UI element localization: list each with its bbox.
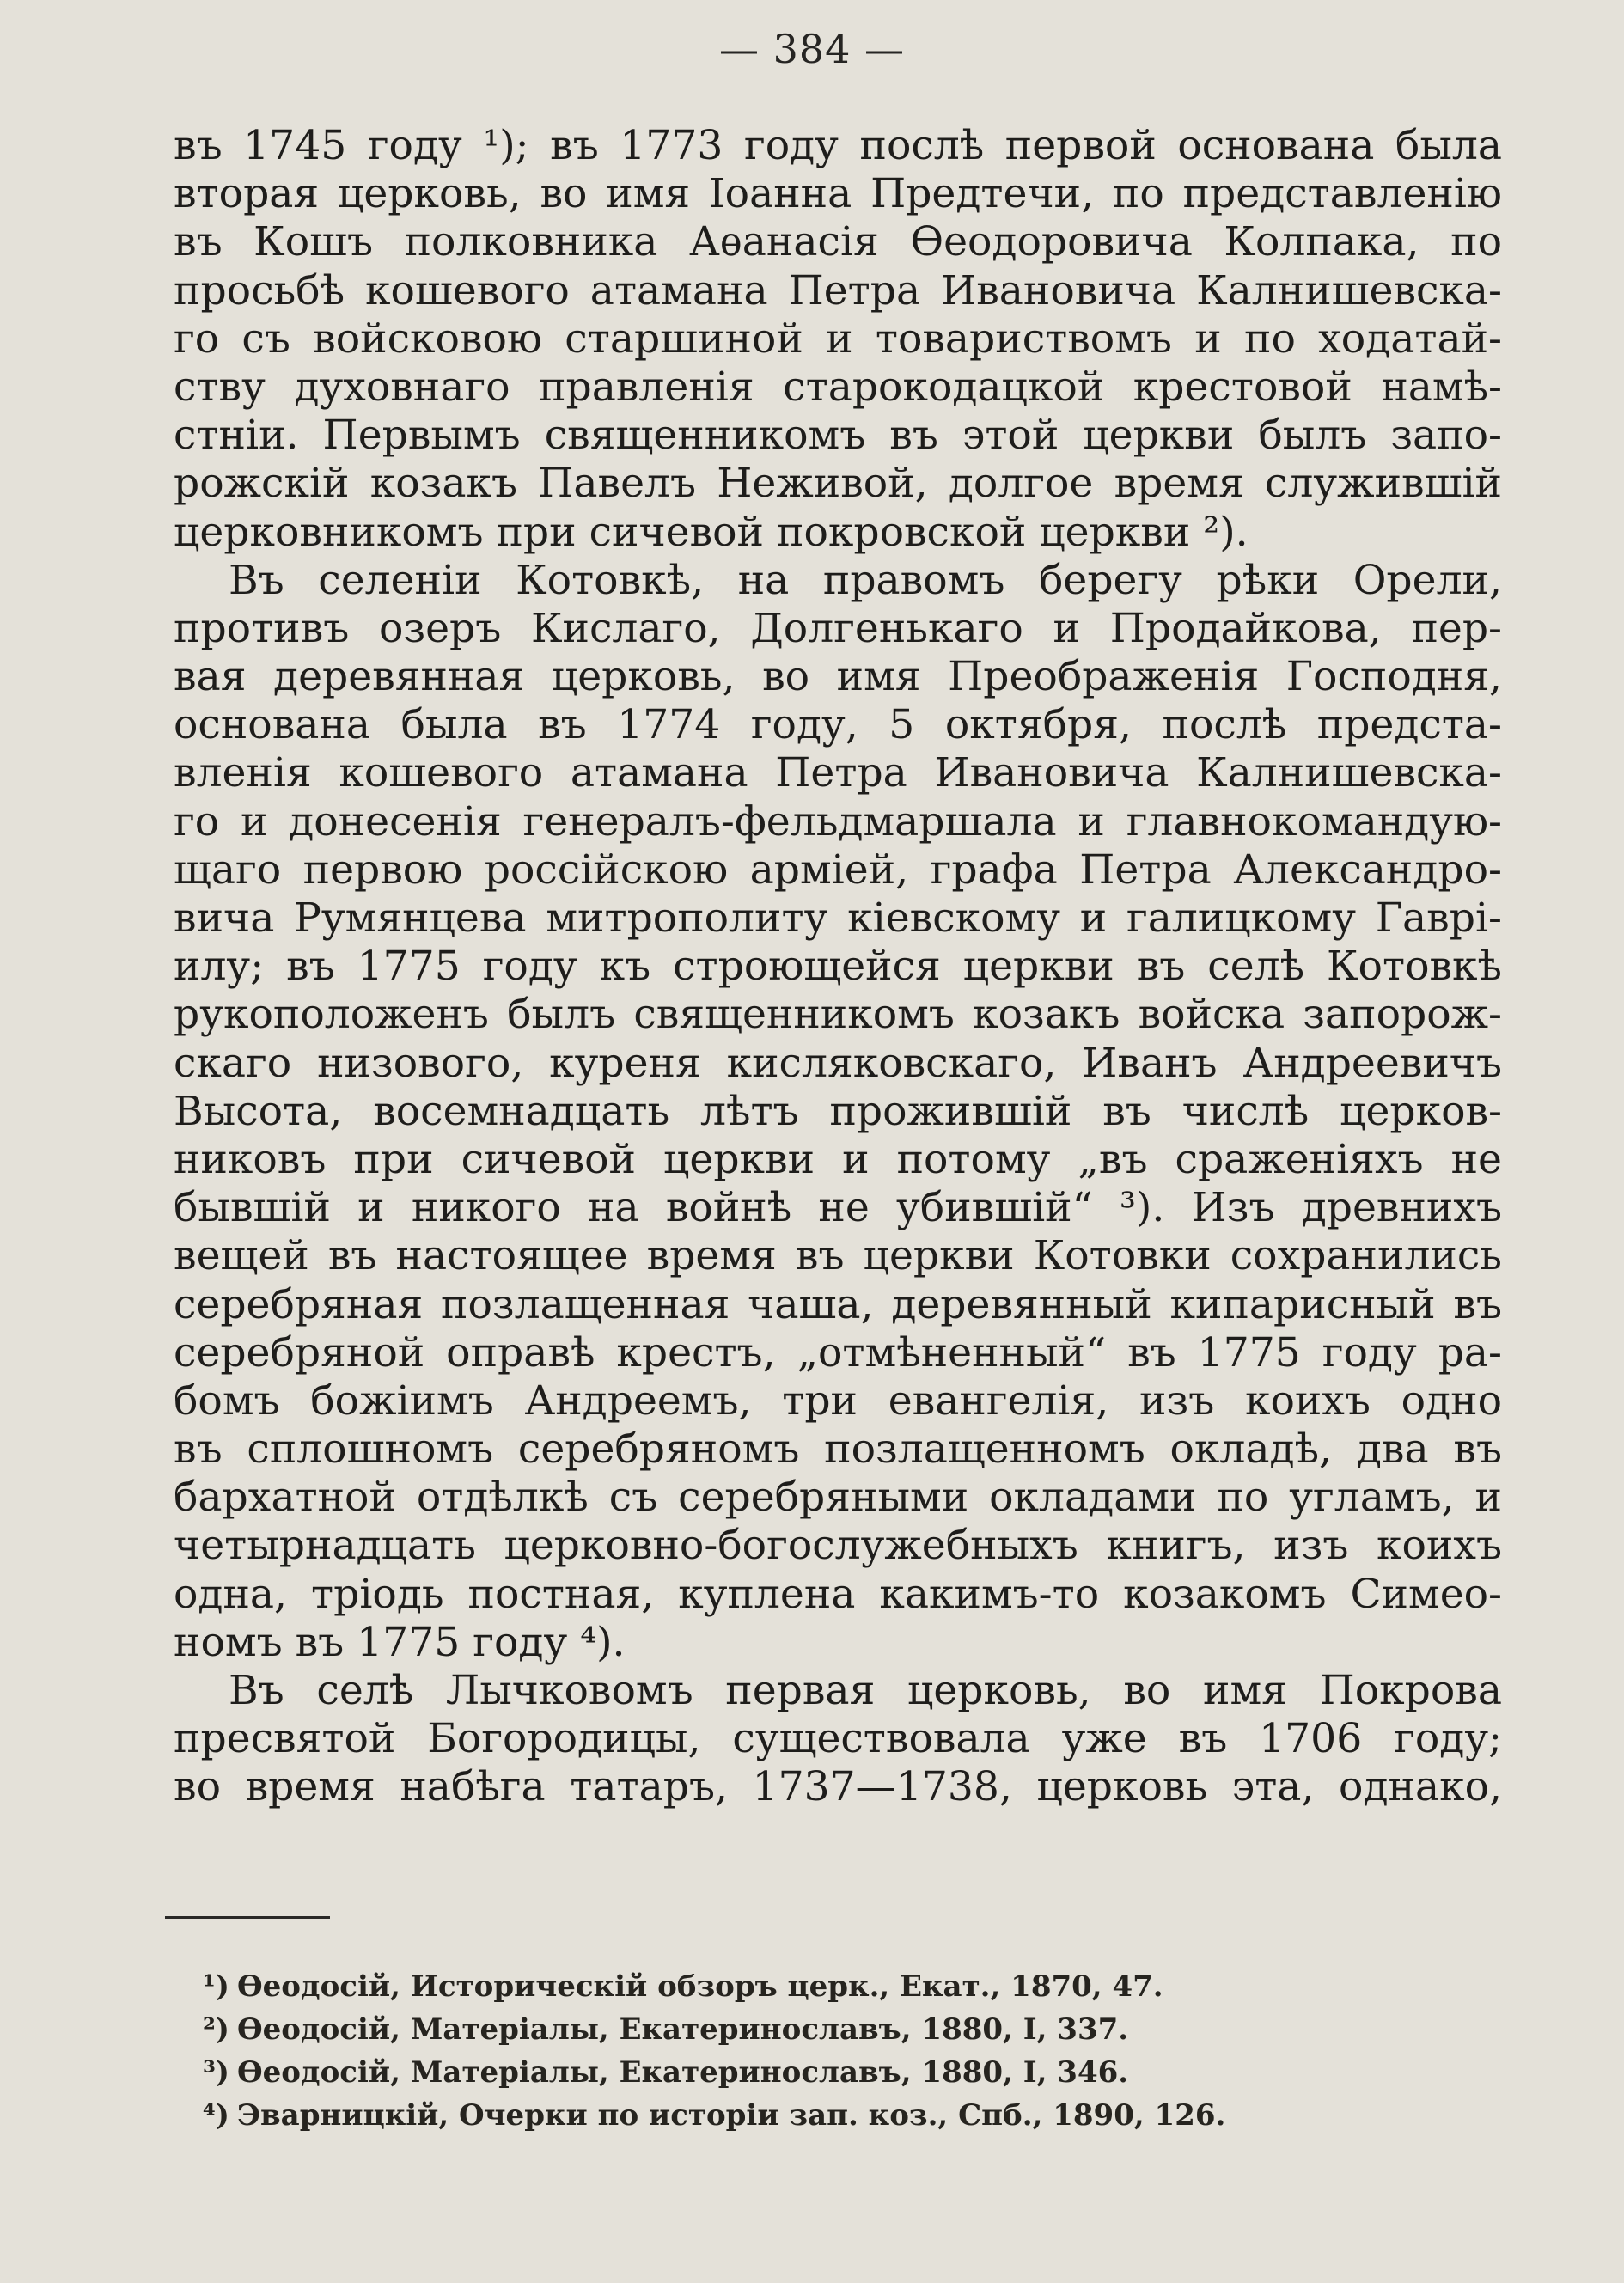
text-line: рукоположенъ былъ священникомъ козакъ войска запорож- bbox=[174, 991, 1502, 1039]
footnote-marker: ²) bbox=[203, 2012, 229, 2047]
paragraph-first-line: Въ селѣ Лычковомъ первая церковь, во имя Покрова bbox=[229, 1667, 1502, 1714]
footnote-text: Ѳеодосій, Матеріалы, Екатеринославъ, 1880, I, 337. bbox=[237, 2012, 1129, 2047]
footnote-text: Ѳеодосій, Историческій обзоръ церк., Екат., 1870, 47. bbox=[237, 1969, 1163, 2004]
paragraph-first-line: Въ селеніи Котовкѣ, на правомъ берегу рѣки Орели, bbox=[229, 556, 1502, 604]
text-line: скаго низового, куреня кисляковскаго, Иванъ Андреевичъ bbox=[174, 1039, 1502, 1087]
text-line: илу; въ 1775 году къ строющейся церкви въ селѣ Котовкѣ bbox=[174, 943, 1502, 991]
text-line: противъ озеръ Кислаго, Долгенькаго и Продайкова, пер- bbox=[174, 604, 1502, 652]
text-line: рожскій козакъ Павелъ Неживой, долгое время служившій bbox=[174, 460, 1502, 508]
text-line: вещей въ настоящее время въ церкви Котовки сохранились bbox=[174, 1232, 1502, 1280]
text-line: ству духовнаго правленія старокодацкой крестовой намѣ- bbox=[174, 363, 1502, 411]
text-line: Высота, восемнадцать лѣтъ прожившій въ числѣ церков- bbox=[174, 1087, 1502, 1135]
text-line: пресвятой Богородицы, существовала уже въ 1706 году; bbox=[174, 1715, 1502, 1763]
footnote-3 bbox=[203, 2051, 1406, 2094]
footnote-1 bbox=[203, 1965, 1406, 2008]
footnote-text: Ѳеодосій, Матеріалы, Екатеринославъ, 1880, I, 346. bbox=[237, 2055, 1129, 2090]
text-line: въ сплошномъ серебряномъ позлащенномъ окладѣ, два въ bbox=[174, 1425, 1502, 1474]
footnote-marker: ¹) bbox=[203, 1969, 229, 2004]
text-line: вича Румянцева митрополиту кіевскому и галицкому Гаврі- bbox=[174, 894, 1502, 942]
text-line: вая деревянная церковь, во имя Преображенія Господня, bbox=[174, 653, 1502, 701]
text-line: го и донесенія генералъ-фельдмаршала и главнокомандую- bbox=[174, 797, 1502, 845]
page-number: — 384 — bbox=[718, 26, 906, 72]
text-line: основана была въ 1774 году, 5 октября, послѣ предста- bbox=[174, 701, 1502, 749]
text-line: номъ въ 1775 году ⁴). bbox=[174, 1618, 626, 1666]
text-line: во время набѣга татаръ, 1737—1738, церковь эта, однако, bbox=[174, 1763, 1502, 1811]
footnote-marker: ⁴) bbox=[203, 2098, 229, 2133]
text-line: церковникомъ при сичевой покровской церкви ²). bbox=[174, 508, 1249, 556]
text-line: бывшій и никого на войнѣ не убившій“ ³). Изъ древнихъ bbox=[174, 1184, 1502, 1232]
text-line: серебряной оправѣ крестъ, „отмѣненный“ въ 1775 году ра- bbox=[174, 1328, 1502, 1377]
text-line: одна, тріодь постная, куплена какимъ-то козакомъ Симео- bbox=[174, 1570, 1502, 1618]
text-line: въ Кошъ полковника Аѳанасія Ѳеодоровича Колпака, по bbox=[174, 218, 1502, 266]
text-line: стніи. Первымъ священникомъ въ этой церкви былъ запо- bbox=[174, 412, 1502, 460]
text-line: никовъ при сичевой церкви и потому „въ сраженіяхъ не bbox=[174, 1135, 1502, 1183]
footnotes bbox=[203, 1965, 1406, 2137]
text-line: просьбѣ кошевого атамана Петра Ивановича Калнишевска- bbox=[174, 266, 1502, 314]
footnote-2 bbox=[203, 2008, 1406, 2051]
text-line: щаго первою россійскою арміей, графа Петра Александро- bbox=[174, 845, 1502, 894]
footnote-4 bbox=[203, 2094, 1406, 2137]
footnote-text: Эварницкій, Очерки по исторіи зап. коз., Спб., 1890, 126. bbox=[237, 2098, 1226, 2133]
footnote-divider bbox=[165, 1916, 330, 1919]
text-line: четырнадцать церковно-богослужебныхъ книгъ, изъ коихъ bbox=[174, 1522, 1502, 1570]
text-line: го съ войсковою старшиной и товариствомъ и по ходатай- bbox=[174, 314, 1502, 363]
text-line: бархатной отдѣлкѣ съ серебряными окладами по угламъ, и bbox=[174, 1474, 1502, 1522]
text-line: серебряная позлащенная чаша, деревянный кипарисный въ bbox=[174, 1280, 1502, 1328]
body-text bbox=[174, 122, 1502, 1812]
text-line: вторая церковь, во имя Іоанна Предтечи, по представленію bbox=[174, 170, 1502, 218]
text-line: бомъ божіимъ Андреемъ, три евангелія, изъ коихъ одно bbox=[174, 1377, 1502, 1425]
footnote-marker: ³) bbox=[203, 2055, 229, 2090]
text-line: въ 1745 году ¹); въ 1773 году послѣ первой основана была bbox=[174, 122, 1502, 169]
text-line: вленія кошевого атамана Петра Ивановича Калнишевска- bbox=[174, 749, 1502, 797]
